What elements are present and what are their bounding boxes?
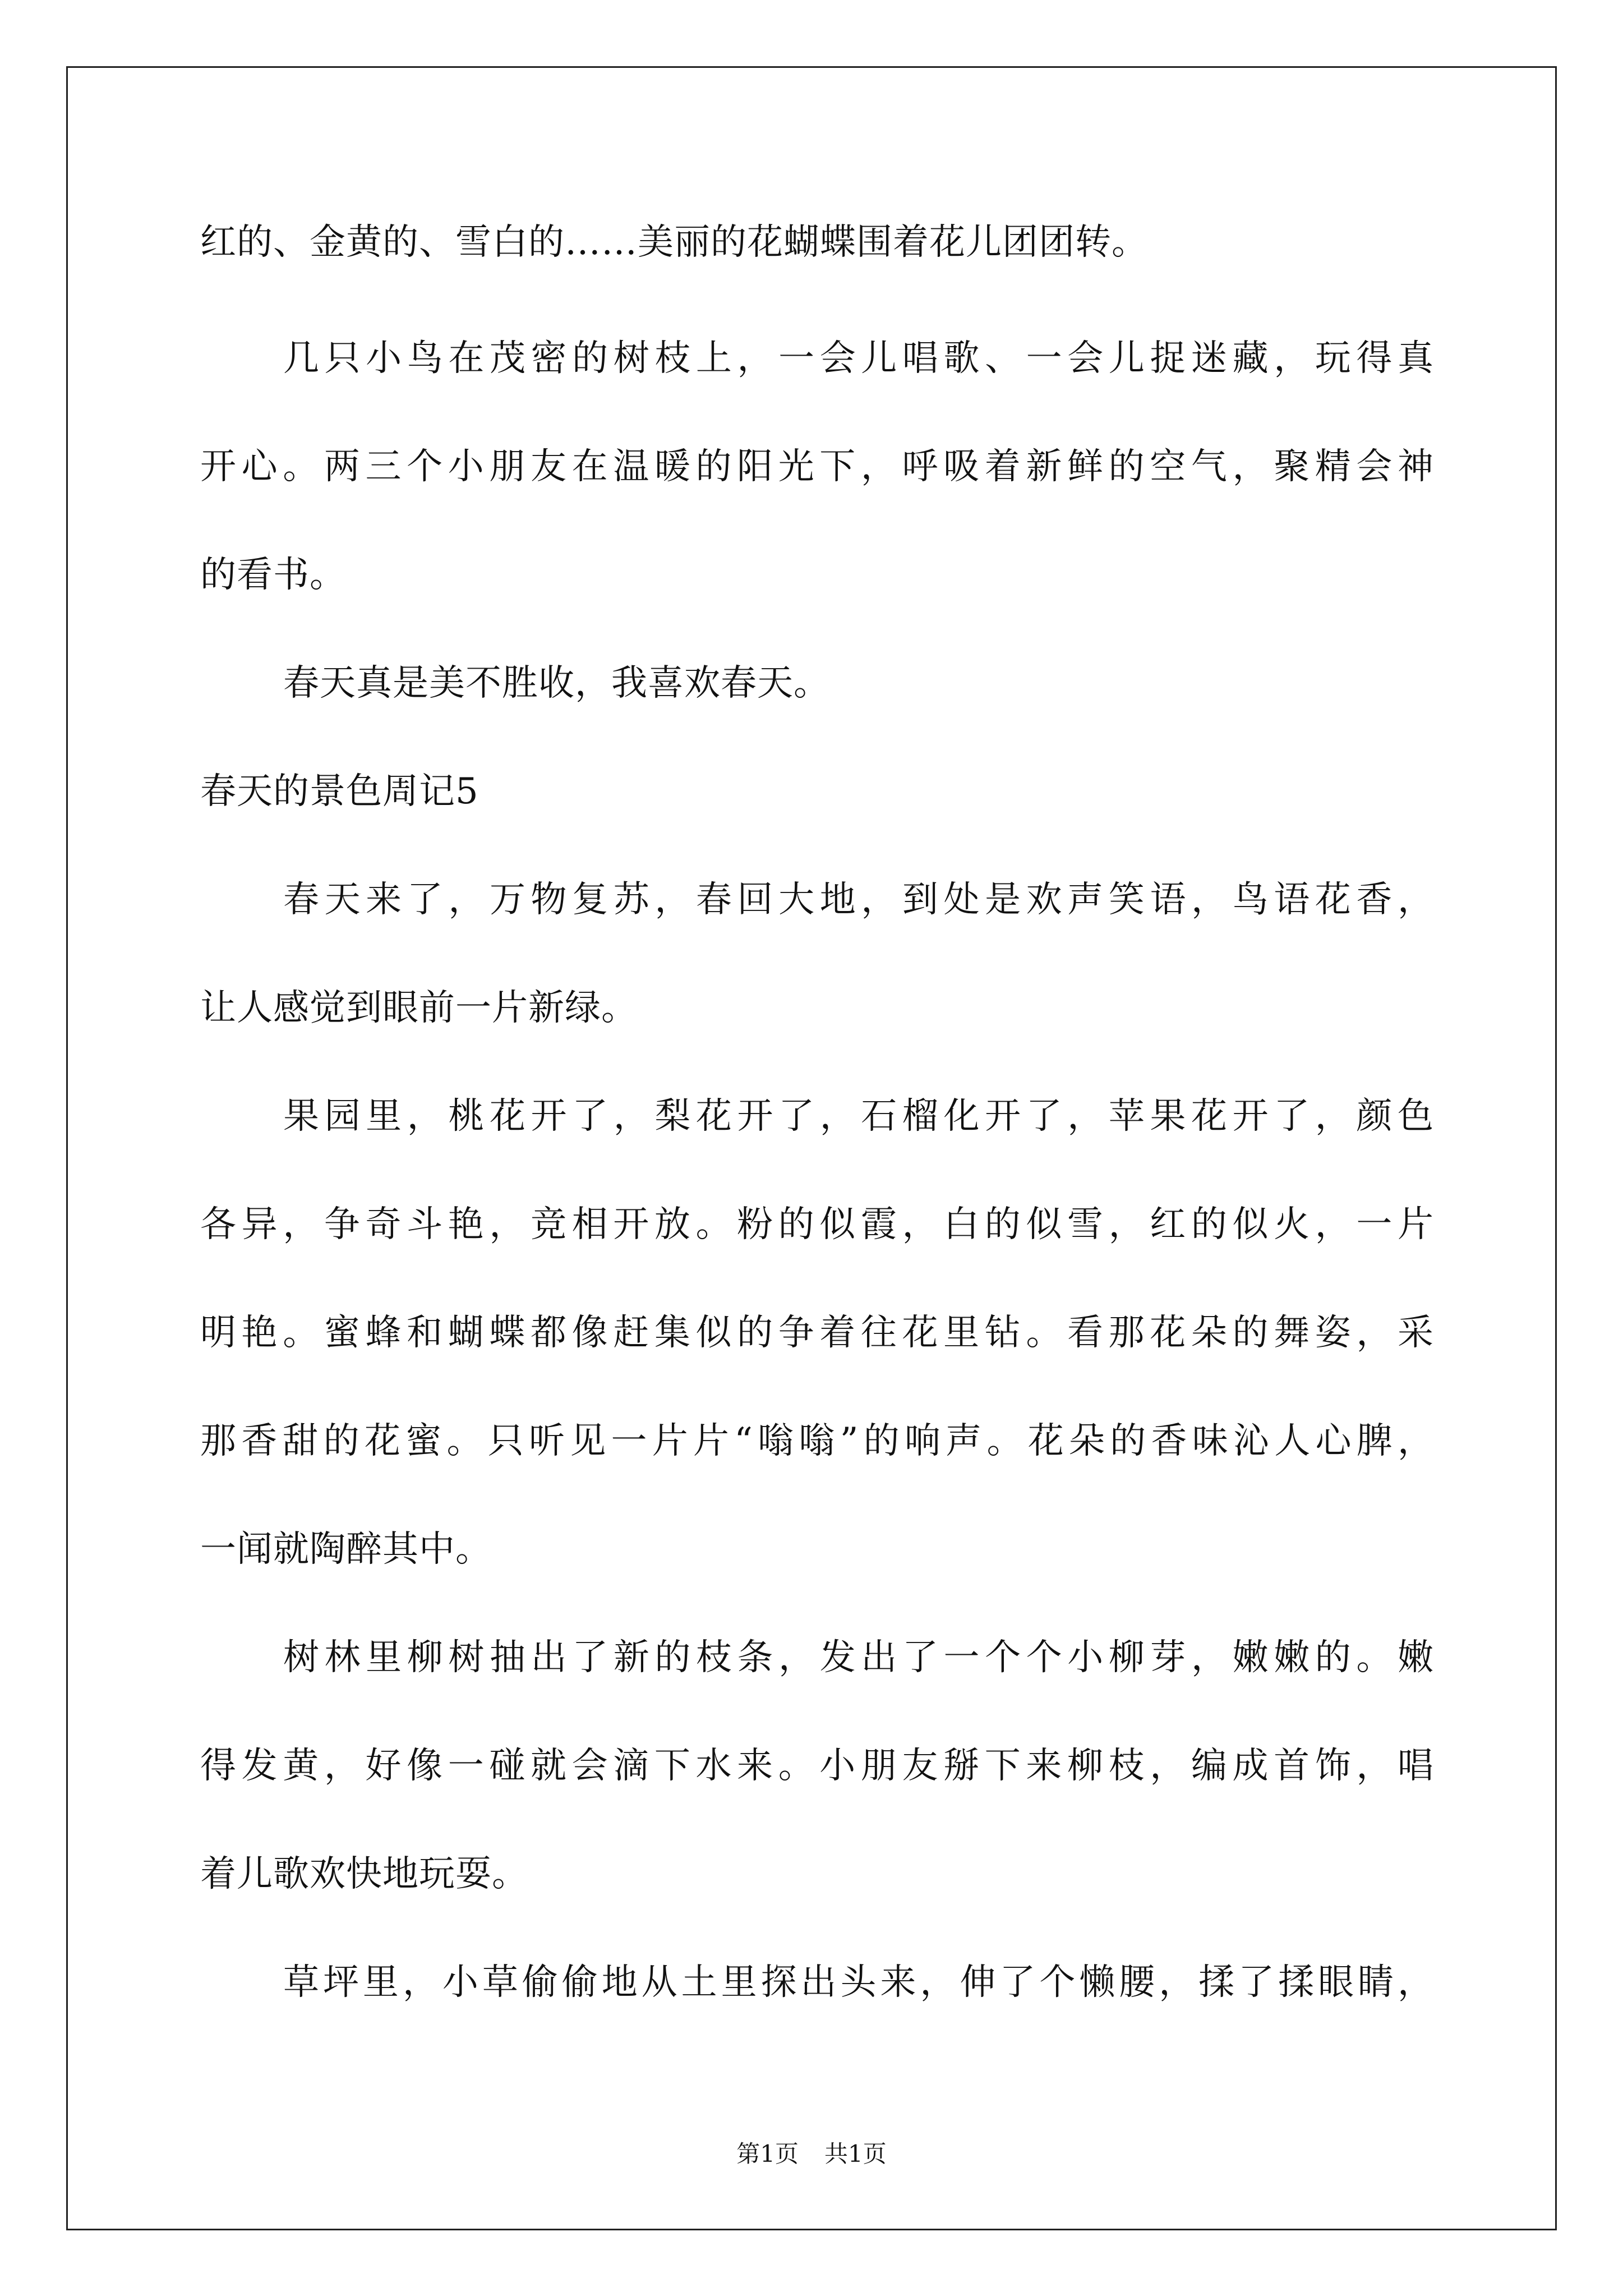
page-footer [0, 2137, 1623, 2171]
section-heading: 春天的景色周记5 [200, 771, 479, 812]
text-line: 的看书。 [200, 554, 346, 596]
text-line: 各异，争奇斗艳，竞相开放。粉的似霞，白的似雪，红的似火，一片 [200, 1204, 1434, 1245]
text-line: 草坪里，小草偷偷地从土里探出头来，伸了个懒腰，揉了揉眼睛， [283, 1962, 1434, 2003]
text-line: 几只小鸟在茂密的树枝上，一会儿唱歌、一会儿捉迷藏，玩得真 [283, 338, 1434, 379]
text-line: 红的、金黄的、雪白的……美丽的花蝴蝶围着花儿团团转。 [200, 222, 1148, 263]
page-number: 第1页 [736, 2140, 799, 2168]
text-line: 树林里柳树抽出了新的枝条，发出了一个个小柳芽，嫩嫩的。嫩 [283, 1637, 1434, 1678]
page-total: 共1页 [824, 2140, 887, 2168]
text-line: 着儿歌欢快地玩耍。 [200, 1853, 528, 1895]
text-line: 春天来了，万物复苏，春回大地，到处是欢声笑语，鸟语花香， [283, 879, 1434, 921]
text-line: 春天真是美不胜收，我喜欢春天。 [283, 662, 830, 704]
text-line: 果园里，桃花开了，梨花开了，石榴化开了，苹果花开了，颜色 [283, 1096, 1434, 1137]
text-line: 一闻就陶醉其中。 [200, 1529, 492, 1570]
text-line: 开心。两三个小朋友在温暖的阳光下，呼吸着新鲜的空气，聚精会神 [200, 446, 1434, 487]
text-line: 那香甜的花蜜。只听见一片片“嗡嗡”的响声。花朵的香味沁人心脾， [200, 1420, 1434, 1462]
text-line: 得发黄，好像一碰就会滴下水来。小朋友掰下来柳枝，编成首饰，唱 [200, 1745, 1434, 1787]
text-line: 让人感觉到眼前一片新绿。 [200, 987, 638, 1029]
page-border [66, 66, 1557, 2230]
text-line: 明艳。蜜蜂和蝴蝶都像赶集似的争着往花里钻。看那花朵的舞姿，采 [200, 1312, 1434, 1354]
